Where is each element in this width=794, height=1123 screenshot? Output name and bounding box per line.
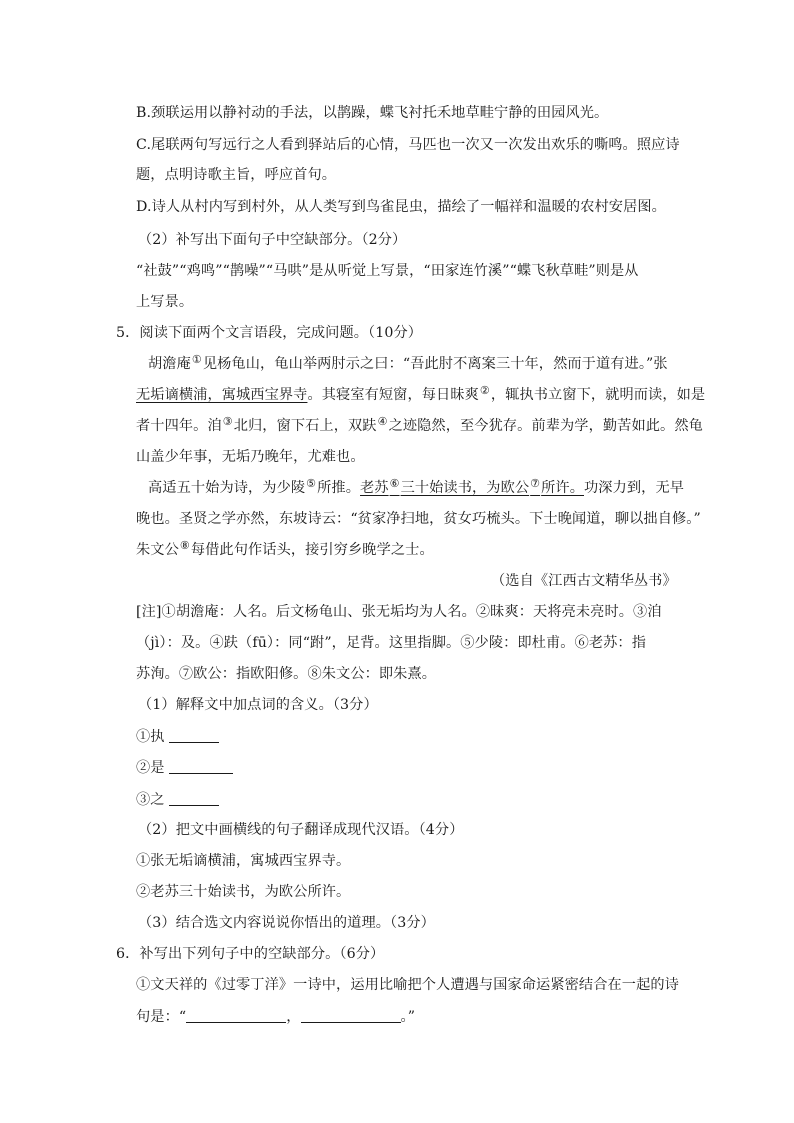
text-segment: 高适五十始为诗，为少陵 bbox=[148, 480, 306, 496]
answer-blank[interactable] bbox=[169, 790, 219, 806]
underlined-sentence-2 bbox=[360, 477, 584, 496]
q5-p1-line3 bbox=[136, 415, 703, 438]
q5-p1-line4: 山盖少年事，无垢乃晚年，尤难也。 bbox=[136, 449, 365, 465]
q5-notes-line3: 苏洵。⑦欧公：指欧阳修。⑧朱文公：即朱熹。 bbox=[136, 666, 437, 682]
answer-blank[interactable] bbox=[186, 1007, 286, 1023]
text-segment: 胡澹庵 bbox=[148, 356, 191, 372]
note-marker: ② bbox=[479, 384, 490, 397]
q4-option-b: B.颈联运用以静衬动的手法，以鹊躁，蝶飞衬托禾地草畦宁静的田园风光。 bbox=[136, 105, 609, 121]
q6-line1: ①文天祥的《过零丁洋》一诗中，运用比喻把个人遭遇与国家命运紧密结合在一起的诗 bbox=[136, 977, 679, 993]
note-marker: ① bbox=[191, 353, 202, 366]
q5-p2-line2: 晚也。圣贤之学亦然，东坡诗云：“贫家净扫地，贫女巧梳头。下士晚闻道，聊以拙自修。” bbox=[136, 511, 701, 527]
q5-sub1-item-1 bbox=[136, 726, 219, 748]
q5-sub2-item-2: ②老苏三十始读书，为欧公所许。 bbox=[136, 884, 351, 900]
underlined-sentence-1: 无垢谪横浦，寓城西宝界寺 bbox=[136, 387, 308, 403]
q4-option-d: D.诗人从村内写到村外，从人类写到鸟雀昆虫，描绘了一幅祥和温暖的农村安居图。 bbox=[136, 199, 666, 215]
note-marker: ⑥ bbox=[389, 477, 400, 490]
text-segment: 者十四年。洎 bbox=[136, 418, 222, 434]
note-marker: ③ bbox=[222, 415, 233, 428]
q4-sub2-title: （2）补写出下面句子中空缺部分。（2分） bbox=[138, 232, 407, 248]
q5-sub1-item-3 bbox=[136, 789, 219, 811]
text-segment: 三十始读书，为欧公 bbox=[400, 480, 530, 496]
note-marker: ⑤ bbox=[306, 477, 317, 490]
text-segment: 句是：“ bbox=[136, 1009, 187, 1025]
text-segment: 所推。 bbox=[317, 480, 361, 496]
q6-line2 bbox=[136, 1006, 415, 1028]
q5-sub3-title: （3）结合选文内容说说你悟出的道理。（3分） bbox=[138, 915, 435, 931]
answer-blank[interactable] bbox=[169, 758, 233, 774]
q5-p2-line1 bbox=[148, 477, 684, 500]
text-segment: 。其寝室有短窗，每日昧爽 bbox=[307, 387, 479, 403]
note-marker: ⑦ bbox=[530, 477, 541, 490]
word-label: ②是 bbox=[136, 760, 165, 776]
text-segment: 每借此句作话头，接引穷乡晚学之士。 bbox=[190, 542, 434, 558]
q5-sub2-item-1: ①张无垢谪横浦，寓城西宝界寺。 bbox=[136, 853, 351, 869]
q5-sub2-title: （2）把文中画横线的句子翻译成现代汉语。（4分） bbox=[138, 822, 464, 838]
word-label: ③之 bbox=[136, 792, 165, 808]
q6-title: 6．补写出下列句子中的空缺部分。（6分） bbox=[116, 946, 385, 962]
q4-option-c-line2: 题，点明诗歌主旨，呼应首句。 bbox=[136, 167, 337, 183]
text-segment: 。” bbox=[400, 1009, 416, 1025]
answer-blank[interactable] bbox=[169, 727, 219, 743]
q5-sub1-item-2 bbox=[136, 757, 233, 779]
word-label: ①执 bbox=[136, 729, 165, 745]
text-segment: 老苏 bbox=[360, 480, 389, 496]
q5-p1-line2 bbox=[136, 384, 705, 407]
note-marker: ④ bbox=[377, 415, 388, 428]
text-segment: 北归，窗下石上，双趺 bbox=[233, 418, 377, 434]
q5-notes-line1: [注]①胡澹庵：人名。后文杨龟山、张无垢均为人名。②昧爽：天将亮未亮时。③洎 bbox=[136, 604, 662, 620]
q5-sub1-title: （1）解释文中加点词的含义。（3分） bbox=[138, 697, 378, 713]
q5-notes-line2: （jì）：及。④趺（fū）：同“跗”，足背。这里指脚。⑤少陵：即杜甫。⑥老苏：指 bbox=[136, 635, 647, 651]
note-marker: ⑧ bbox=[179, 539, 190, 552]
q5-source: （选自《江西古文精华丛书》 bbox=[491, 573, 677, 589]
text-segment: 功深力到，无早 bbox=[584, 480, 685, 496]
answer-blank[interactable] bbox=[301, 1007, 401, 1023]
text-segment: 朱文公 bbox=[136, 542, 179, 558]
q4-sub2-line2: 上写景。 bbox=[136, 294, 194, 310]
text-segment: 见杨龟山，龟山举两肘示之曰：“吾此肘不离案三十年，然而于道有进。”张 bbox=[202, 356, 668, 372]
q4-option-c-line1: C.尾联两句写远行之人看到驿站后的心情，马匹也一次又一次发出欢乐的嘶鸣。照应诗 bbox=[136, 137, 680, 153]
q4-sub2-line1: “社鼓”“鸡鸣”“鹊噪”“马哄”是从听觉上写景，“田家连竹溪”“蝶飞秋草畦”则是从 bbox=[136, 263, 639, 279]
text-segment: 之迹隐然，至今犹存。前辈为学，勤苦如此。然龟 bbox=[388, 418, 703, 434]
q5-p1-line1 bbox=[148, 353, 668, 376]
q5-p2-line3 bbox=[136, 539, 434, 562]
text-segment: 所许。 bbox=[541, 480, 584, 496]
text-segment: ， bbox=[286, 1009, 301, 1025]
q5-title: 5．阅读下面两个文言语段，完成问题。（10分） bbox=[116, 325, 423, 341]
text-segment: ，辄执书立窗下，就明而读，如是 bbox=[490, 387, 706, 403]
